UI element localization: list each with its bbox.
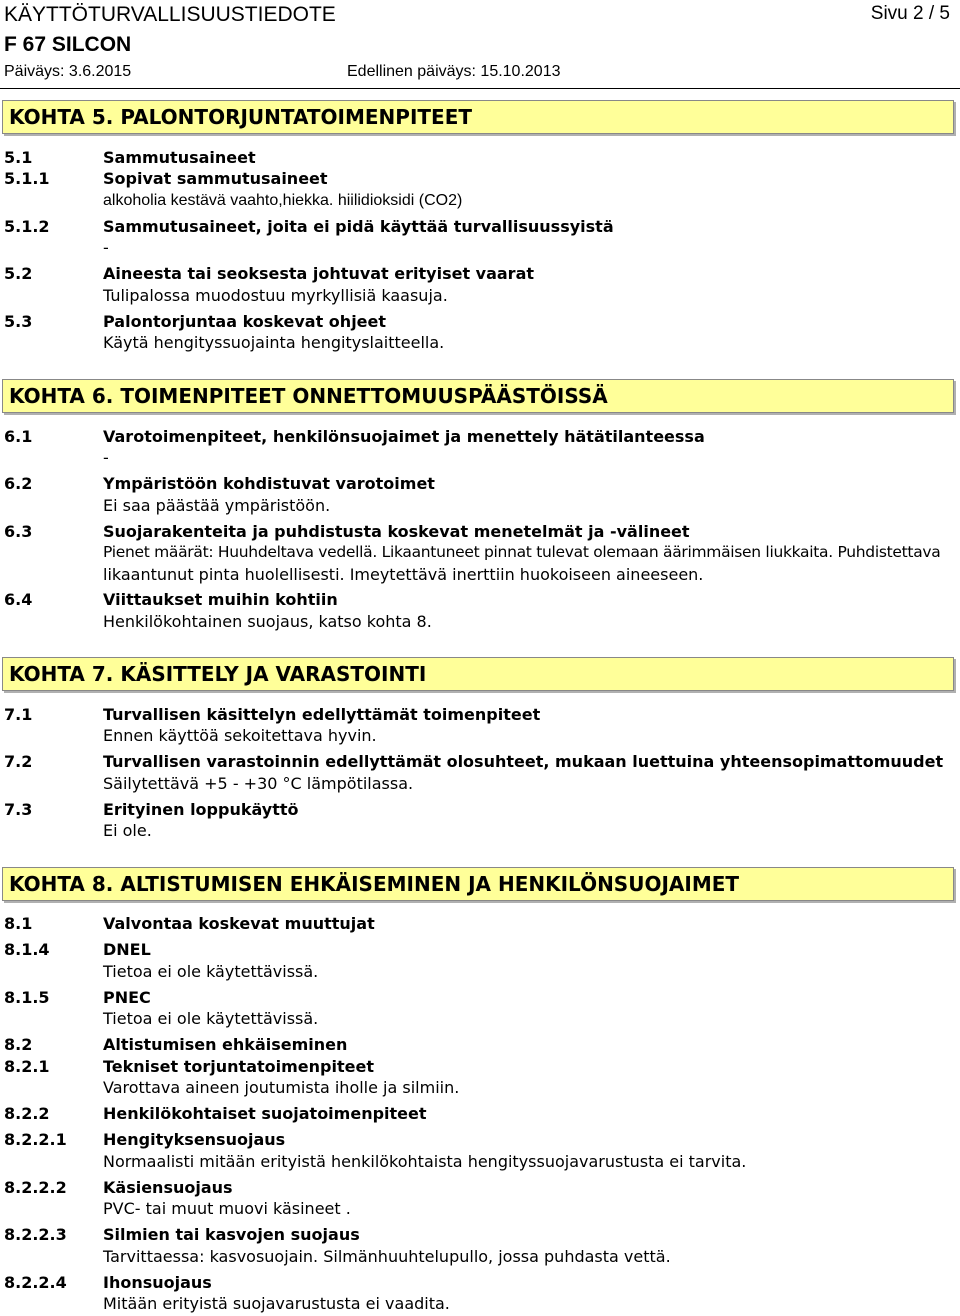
item-number: 8.1	[4, 914, 33, 933]
previous-date: Edellinen päiväys: 15.10.2013	[347, 63, 561, 80]
item-5-3-text: Käytä hengityssuojainta hengityslaitteella.	[103, 333, 445, 352]
item-number: 6.3	[4, 522, 33, 541]
item-title: Palontorjuntaa koskevat ohjeet	[103, 312, 387, 331]
item-title: Suojarakenteita ja puhdistusta koskevat menetelmät ja -välineet	[103, 522, 690, 541]
item-6-3-text-1: Pienet määrät: Huuhdeltava vedellä. Likaantuneet pinnat tulevat olemaan äärimmäisen liukkaita. Puhdistettava	[103, 543, 941, 561]
item-8-2-2-2-text: PVC- tai muut muovi käsineet .	[103, 1199, 351, 1218]
item-number: 8.2.2	[4, 1104, 50, 1123]
item-7-2-text: Säilytettävä +5 - +30 °C lämpötilassa.	[103, 774, 414, 793]
item-number: 6.4	[4, 590, 33, 609]
section-7-heading: KOHTA 7. KÄSITTELY JA VARASTOINTI	[2, 657, 954, 691]
item-6-1-text: -	[103, 448, 109, 467]
item-title: Käsiensuojaus	[103, 1178, 233, 1197]
item-6-4-text: Henkilökohtainen suojaus, katso kohta 8.	[103, 612, 432, 631]
item-title: Varotoimenpiteet, henkilönsuojaimet ja menettely hätätilanteessa	[103, 427, 705, 446]
item-5-2-text: Tulipalossa muodostuu myrkyllisiä kaasuja.	[103, 286, 448, 305]
item-7-1-text: Ennen käyttöä sekoitettava hyvin.	[103, 726, 377, 745]
item-title: Viittaukset muihin kohtiin	[103, 590, 338, 609]
section-8-heading: KOHTA 8. ALTISTUMISEN EHKÄISEMINEN JA HENKILÖNSUOJAIMET	[2, 867, 954, 901]
item-title: Sammutusaineet, joita ei pidä käyttää turvallisuussyistä	[103, 217, 614, 236]
item-number: 5.1.1	[4, 169, 50, 188]
item-number: 7.2	[4, 752, 33, 771]
item-8-1-5-text: Tietoa ei ole käytettävissä.	[103, 1009, 319, 1028]
item-number: 8.1.4	[4, 940, 50, 959]
item-number: 8.2.2.1	[4, 1130, 67, 1149]
item-number: 8.2.1	[4, 1057, 50, 1076]
item-number: 5.2	[4, 264, 33, 283]
section-5-heading: KOHTA 5. PALONTORJUNTATOIMENPITEET	[2, 100, 954, 134]
item-8-2-2-4-text: Mitään erityistä suojavarustusta ei vaadita.	[103, 1294, 450, 1313]
item-title: Altistumisen ehkäiseminen	[103, 1035, 348, 1054]
item-number: 5.1.2	[4, 217, 50, 236]
item-8-2-2-3-text: Tarvittaessa: kasvosuojain. Silmänhuuhtelupullo, jossa puhdasta vettä.	[103, 1247, 671, 1266]
item-title: Hengityksensuojaus	[103, 1130, 286, 1149]
item-number: 7.3	[4, 800, 33, 819]
item-8-1-4-text: Tietoa ei ole käytettävissä.	[103, 962, 319, 981]
item-7-3-text: Ei ole.	[103, 821, 152, 840]
item-number: 8.1.5	[4, 988, 50, 1007]
section-6-heading: KOHTA 6. TOIMENPITEET ONNETTOMUUSPÄÄSTÖISSÄ	[2, 379, 954, 413]
item-5-1-2-text: -	[103, 238, 109, 257]
item-title: Sammutusaineet	[103, 148, 256, 167]
item-number: 8.2.2.4	[4, 1273, 67, 1292]
item-title: Tekniset torjuntatoimenpiteet	[103, 1057, 374, 1076]
item-number: 7.1	[4, 705, 33, 724]
item-title: Silmien tai kasvojen suojaus	[103, 1225, 360, 1244]
item-title: Erityinen loppukäyttö	[103, 800, 299, 819]
item-title: Aineesta tai seoksesta johtuvat erityiset vaarat	[103, 264, 535, 283]
item-title: Valvontaa koskevat muuttujat	[103, 914, 375, 933]
item-title: Turvallisen varastoinnin edellyttämät olosuhteet, mukaan luettuina yhteensopimattomuudet	[103, 752, 944, 771]
issue-date: Päiväys: 3.6.2015	[4, 63, 132, 80]
item-title: DNEL	[103, 940, 151, 959]
item-8-2-2-1-text: Normaalisti mitään erityistä henkilökohtaista hengityssuojavarustusta ei tarvita.	[103, 1152, 747, 1171]
item-6-3-text-2: likaantunut pinta huolellisesti. Imeytettävä inerttiin huokoiseen aineeseen.	[103, 565, 704, 584]
product-name: F 67 SILCON	[4, 33, 132, 56]
item-title: Ihonsuojaus	[103, 1273, 212, 1292]
item-title: Ympäristöön kohdistuvat varotoimet	[103, 474, 435, 493]
item-8-2-1-text: Varottava aineen joutumista iholle ja silmiin.	[103, 1078, 460, 1097]
item-5-1-1-text: alkoholia kestävä vaahto,hiekka. hiilidioksidi (CO2)	[103, 192, 463, 209]
item-number: 6.1	[4, 427, 33, 446]
item-number: 5.3	[4, 312, 33, 331]
item-title: Turvallisen käsittelyn edellyttämät toimenpiteet	[103, 705, 541, 724]
page-number: Sivu 2 / 5	[870, 3, 950, 24]
item-number: 8.2.2.3	[4, 1225, 67, 1244]
item-number: 8.2.2.2	[4, 1178, 67, 1197]
item-6-2-text: Ei saa päästää ympäristöön.	[103, 496, 331, 515]
item-title: Sopivat sammutusaineet	[103, 169, 328, 188]
item-title: PNEC	[103, 988, 151, 1007]
item-number: 5.1	[4, 148, 33, 167]
item-title: Henkilökohtaiset suojatoimenpiteet	[103, 1104, 427, 1123]
item-number: 8.2	[4, 1035, 33, 1054]
header-divider	[0, 88, 960, 89]
document-title: KÄYTTÖTURVALLISUUSTIEDOTE	[4, 3, 336, 26]
item-number: 6.2	[4, 474, 33, 493]
